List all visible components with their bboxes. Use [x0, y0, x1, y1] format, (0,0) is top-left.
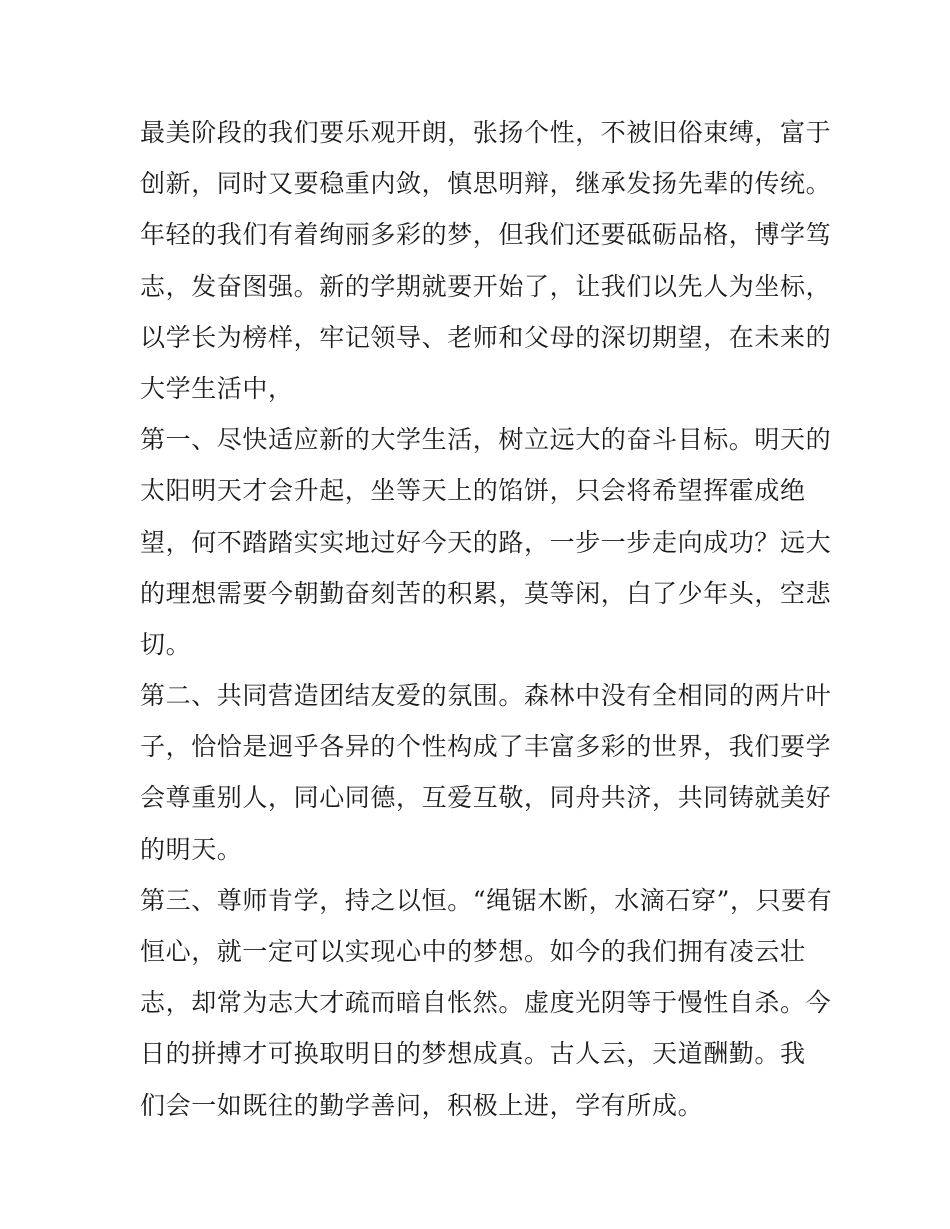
text-line: 志，发奋图强。新的学期就要开始了，让我们以先人为坐标， [140, 271, 832, 301]
text-line: 以学长为榜样，牢记领导、老师和父母的深切期望，在未来的 [140, 322, 832, 352]
text-line: 望，何不踏踏实实地过好今天的路，一步一步走向成功？远大 [140, 527, 832, 557]
text-line: 日的拼搏才可换取明日的梦想成真。古人云，天道酬勤。我 [140, 1039, 806, 1069]
text-line: 志，却常为志大才疏而暗自怅然。虚度光阴等于慢性自杀。今 [140, 988, 832, 1018]
text-line: 会尊重别人，同心同德，互爱互敬，同舟共济，共同铸就美好 [140, 783, 832, 813]
text-line: 的理想需要今朝勤奋刻苦的积累，莫等闲，白了少年头，空悲 [140, 578, 832, 608]
text-line: 创新，同时又要稳重内敛，慎思明辩，继承发扬先辈的传统。 [140, 169, 832, 199]
text-line: 第三、尊师肯学，持之以恒。“绳锯木断，水滴石穿”，只要有 [140, 885, 833, 915]
text-line: 大学生活中， [140, 373, 294, 403]
text-line: 子，恰恰是迥乎各异的个性构成了丰富多彩的世界，我们要学 [140, 732, 832, 762]
body-text [140, 107, 833, 1131]
text-line: 第一、尽快适应新的大学生活，树立远大的奋斗目标。明天的 [140, 425, 832, 455]
text-line: 们会一如既往的勤学善问，积极上进，学有所成。 [140, 1090, 704, 1120]
text-line: 太阳明天才会升起，坐等天上的馅饼，只会将希望挥霍成绝 [140, 476, 806, 506]
text-line: 年轻的我们有着绚丽多彩的梦，但我们还要砥砺品格，博学笃 [140, 220, 832, 250]
text-line: 恒心，就一定可以实现心中的梦想。如今的我们拥有凌云壮 [140, 937, 806, 966]
text-line: 的明天。 [140, 834, 243, 864]
text-line: 第二、共同营造团结友爱的氛围。森林中没有全相同的两片叶 [140, 681, 832, 711]
text-line: 最美阶段的我们要乐观开朗，张扬个性，不被旧俗束缚，富于 [140, 118, 832, 147]
text-line: 切。 [140, 629, 192, 659]
